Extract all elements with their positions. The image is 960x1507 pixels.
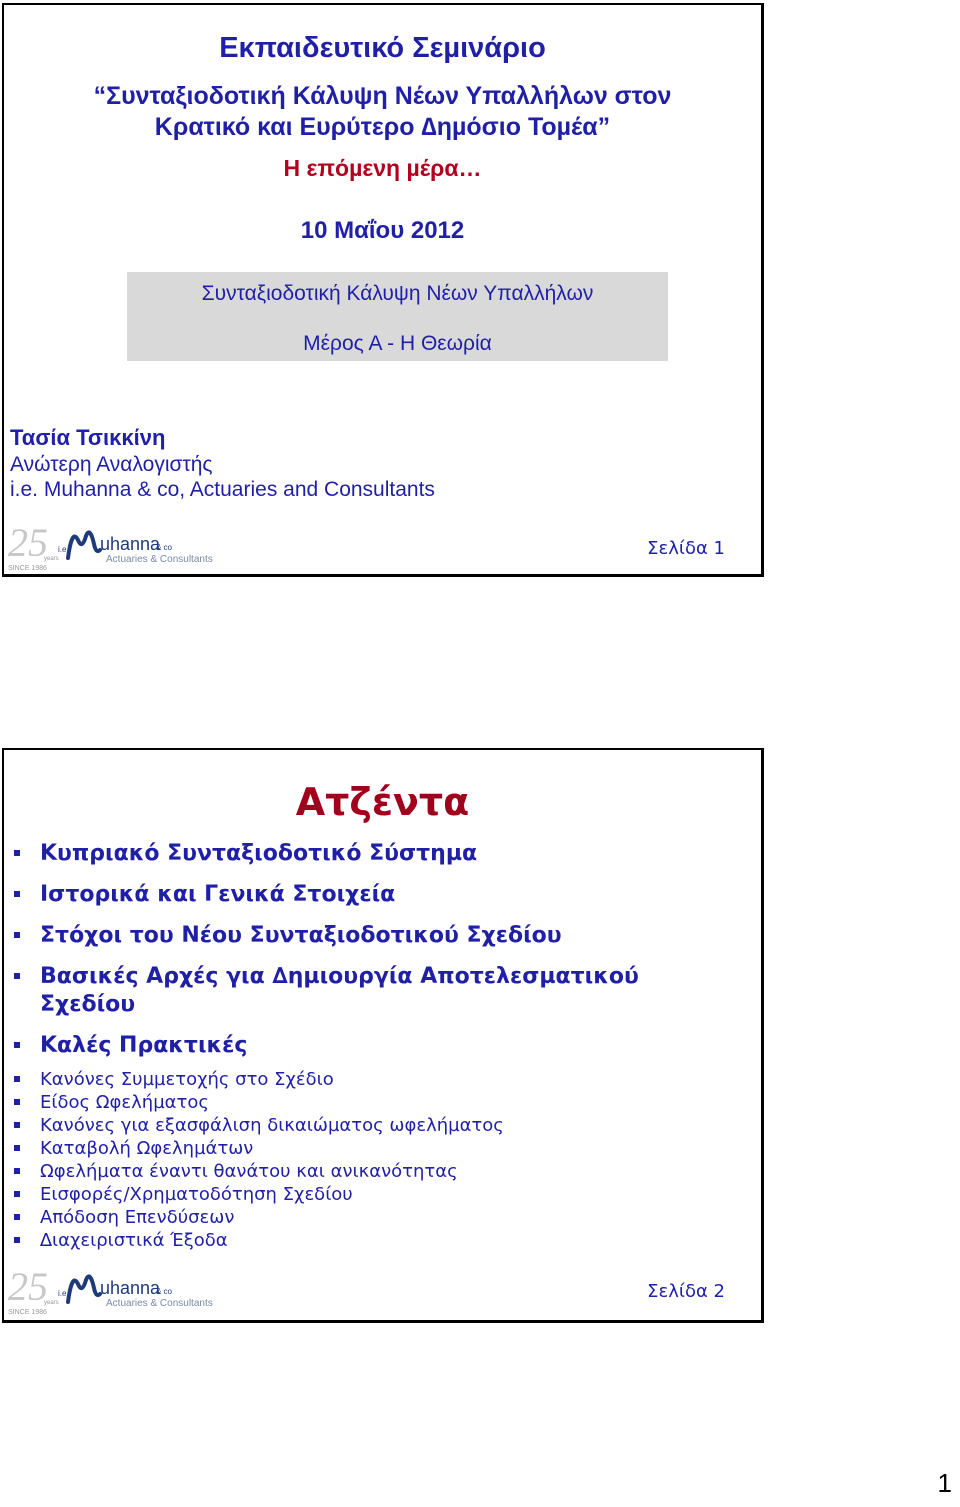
agenda-subitem: Είδος Ωφελήµατος — [14, 1091, 714, 1114]
seminar-subtitle-line-2: Κρατικό και Ευρύτερο ∆ηµόσιο Τοµέα” — [154, 113, 611, 141]
logo-name: uhanna — [100, 534, 161, 554]
bullet-icon — [14, 1145, 20, 1151]
bullet-icon — [14, 1237, 20, 1243]
agenda-subitem: Καταβολή Ωφεληµάτων — [14, 1137, 714, 1160]
page-number: 1 — [937, 1468, 952, 1498]
logo-years-word: years — [44, 1300, 59, 1306]
bullet-icon — [14, 1099, 20, 1105]
agenda-item: Βασικές Αρχές για ∆ηµιουργία Αποτελεσµατικού Σχεδίου — [14, 963, 680, 1019]
agenda-subitem: Ωφελήµατα έναντι θανάτου και ανικανότητας — [14, 1160, 714, 1183]
slide-2-page-label: Σελίδα 2 — [647, 1281, 725, 1302]
agenda-subitem: Κανόνες για εξασφάλιση δικαιώµατος ωφελήµατος — [14, 1114, 714, 1137]
seminar-date: 10 Μαΐου 2012 — [300, 217, 465, 244]
slide-1-page-label: Σελίδα 1 — [647, 538, 725, 559]
topic-box-line-2: Μέρος Α - Η Θεωρία — [303, 332, 492, 355]
logo-suffix: & co — [156, 543, 173, 552]
agenda-subitem: Απόδοση Επενδύσεων — [14, 1206, 714, 1229]
logo-name: uhanna — [100, 1278, 161, 1298]
agenda-subitem: Κανόνες Συµµετοχής στο Σχέδιο — [14, 1068, 714, 1091]
agenda-item: Καλές Πρακτικές — [14, 1032, 714, 1060]
bullet-icon — [14, 891, 20, 897]
logo-prefix: i.e. — [58, 1289, 69, 1298]
author-name: Τασία Τσικκίνη — [10, 425, 166, 450]
logo-suffix: & co — [156, 1287, 173, 1296]
company-logo — [6, 520, 226, 572]
topic-box — [127, 272, 668, 361]
bullet-icon — [14, 1042, 20, 1048]
logo-tagline: Actuaries & Consultants — [106, 554, 213, 565]
logo-since: SINCE 1986 — [8, 565, 47, 572]
seminar-subtitle-line-1: “Συνταξιοδοτική Κάλυψη Νέων Υπαλλήλων στον — [93, 82, 672, 110]
slide-1 — [2, 3, 764, 577]
bullet-icon — [14, 1168, 20, 1174]
agenda-list — [14, 840, 714, 1252]
company-logo — [6, 1264, 226, 1316]
slide-2 — [2, 748, 764, 1323]
bullet-icon — [14, 1122, 20, 1128]
author-role: Ανώτερη Αναλογιστής — [10, 453, 213, 476]
agenda-item: Στόχοι του Νέου Συνταξιοδοτικού Σχεδίου — [14, 922, 714, 950]
seminar-title: Εκπαιδευτικό Σεµινάριο — [219, 32, 546, 64]
agenda-item: Ιστορικά και Γενικά Στοιχεία — [14, 881, 714, 909]
bullet-icon — [14, 1214, 20, 1220]
logo-prefix: i.e. — [58, 545, 69, 554]
agenda-item: Κυπριακό Συνταξιοδοτικό Σύστηµα — [14, 840, 714, 868]
logo-tagline: Actuaries & Consultants — [106, 1298, 213, 1309]
topic-box-line-1: Συνταξιοδοτική Κάλυψη Νέων Υπαλλήλων — [201, 282, 594, 305]
logo-m-mark — [68, 1276, 100, 1302]
logo-years-word: years — [44, 556, 59, 562]
agenda-subitem: Εισφορές/Χρηµατοδότηση Σχεδίου — [14, 1183, 714, 1206]
bullet-icon — [14, 1076, 20, 1082]
author-company: i.e. Muhanna & co, Actuaries and Consultants — [10, 478, 435, 501]
bullet-icon — [14, 1191, 20, 1197]
logo-years: 25 — [8, 520, 48, 565]
next-day-heading: Η επόµενη µέρα… — [283, 155, 482, 181]
logo-years: 25 — [8, 1264, 48, 1309]
agenda-subitem: ∆ιαχειριστικά Έξοδα — [14, 1229, 714, 1252]
bullet-icon — [14, 973, 20, 979]
bullet-icon — [14, 850, 20, 856]
logo-since: SINCE 1986 — [8, 1309, 47, 1316]
logo-m-mark — [68, 532, 100, 558]
bullet-icon — [14, 932, 20, 938]
agenda-title: Ατζέντα — [295, 780, 470, 824]
